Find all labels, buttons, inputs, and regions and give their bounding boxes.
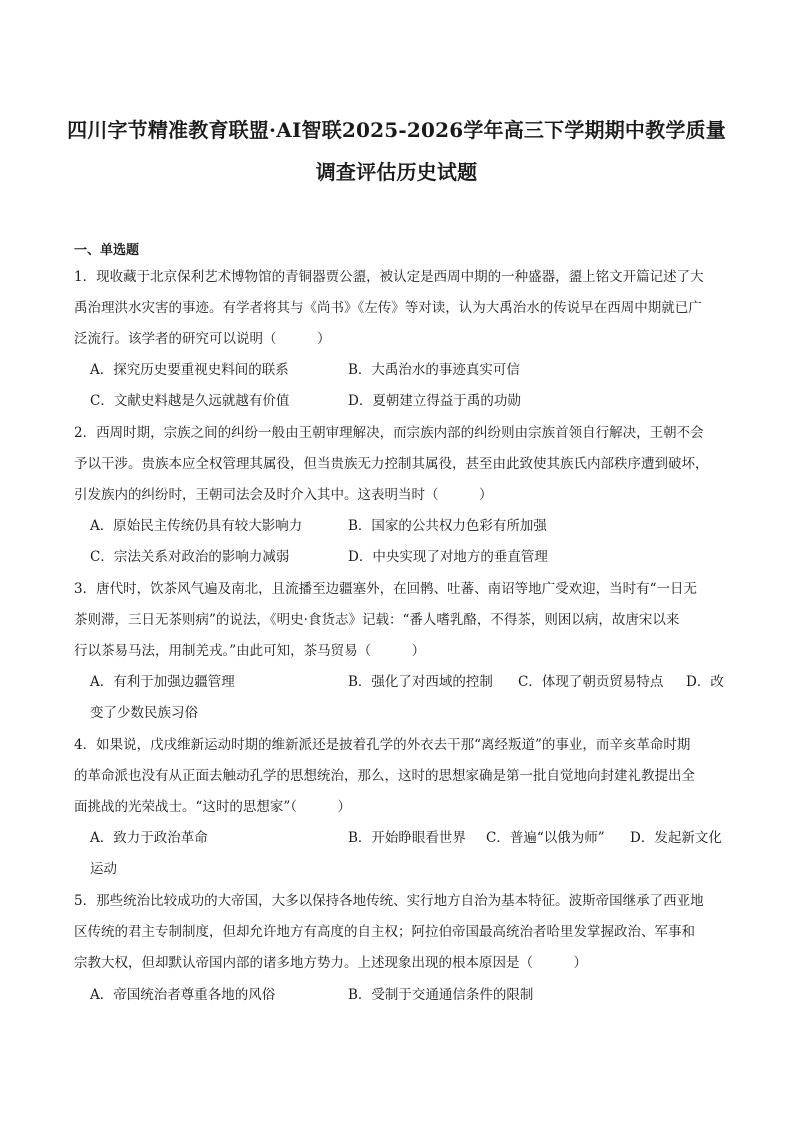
q4-option-c: C．普遍“以俄为师” [486,830,605,846]
q1-option-a: A．探究历史要重视史料间的联系 [90,362,289,378]
q1-option-d: D．夏朝建立得益于禹的功勋 [348,393,521,409]
q2-option-b: B．国家的公共权力色彩有所加强 [348,518,547,534]
q1-stem-line: 禹治理洪水灾害的事迹。有学者将其与《尚书》《左传》等对读，认为大禹治水的传说早在西周中期就已广 [74,300,702,316]
q4-stem-line: 4．如果说，戊戌维新运动时期的维新派还是披着孔学的外衣去干那“离经叛道”的事业，而辛亥革命时期 [74,737,691,753]
q4-stem-line: 面挑战的光荣战士。“这时的思想家”（ ） [74,799,352,815]
q5-option-b: B．受制于交通通信条件的限制 [348,987,534,1003]
q1-stem-line: 1．现收藏于北京保利艺术博物馆的青铜器贾公盨，被认定是西周中期的一种盛器，盨上铭文开篇记述了大 [74,269,704,285]
q3-option-a: A．有利于加强边疆管理 [90,674,235,690]
exam-title-line2: 调查评估历史试题 [315,160,478,184]
q3-option-b: B．强化了对西域的控制 [348,674,493,690]
q3-option-d-continued: 变了少数民族习俗 [90,705,198,721]
q2-stem-line: 予以干涉。贵族本应全权管理其属役，但当贵族无力控制其属役，甚至由此致使其族氏内部秩序遭到破坏， [74,456,709,472]
q4-option-d: D．发起新文化 [630,830,722,846]
q1-option-c: C．文献史料越是久远就越有价值 [90,393,290,409]
q2-option-d: D．中央实现了对地方的垂直管理 [348,549,548,565]
q4-stem-line: 的革命派也没有从正面去触动孔学的思想统治，那么，这时的思想家确是第一批自觉地向封建礼教提出全 [74,768,695,784]
q2-stem-line: 引发族内的纠纷时，王朝司法会及时介入其中。这表明当时（ ） [74,487,493,503]
q3-stem-line: 行以茶易马法，用制羌戎。”由此可知，茶马贸易（ ） [74,643,426,659]
q5-stem-line: 宗教大权，但却默认帝国内部的诸多地方势力。上述现象出现的根本原因是（ ） [74,955,587,971]
q2-stem-line: 2．西周时期，宗族之间的纠纷一般由王朝审理解决，而宗族内部的纠纷则由宗族首领自行解决，王朝不会 [74,425,704,441]
q3-stem-line: 茶则滞，三日无茶则病”的说法，《明史·食货志》记载：“番人嗜乳酪，不得茶，则困以病，故唐宋以来 [74,612,680,628]
q1-option-b: B．大禹治水的事迹真实可信 [348,362,520,378]
q4-option-b: B．开始睁眼看世界 [348,830,466,846]
q5-stem-line: 5．那些统治比较成功的大帝国，大多以保持各地传统、实行地方自治为基本特征。波斯帝国继承了西亚地 [74,893,704,909]
q2-option-a: A．原始民主传统仍具有较大影响力 [90,518,303,534]
q3-option-c: C．体现了朝贡贸易特点 [518,674,664,690]
section-heading: 一、单选题 [74,243,140,258]
q5-option-a: A．帝国统治者尊重各地的风俗 [90,987,276,1003]
exam-title-line1: 四川字节精准教育联盟·AI智联2025-2026学年高三下学期期中教学质量 [67,118,726,142]
q3-option-d: D．改 [686,674,724,690]
q3-stem-line: 3．唐代时，饮茶风气遍及南北，且流播至边疆塞外，在回鹘、吐蕃、南诏等地广受欢迎，当时有“一日无 [74,581,697,597]
q4-option-a: A．致力于政治革命 [90,830,208,846]
q2-option-c: C．宗法关系对政治的影响力减弱 [90,549,290,565]
q5-stem-line: 区传统的君主专制制度，但却允许地方有高度的自主权；阿拉伯帝国最高统治者哈里发掌握政治、军事和 [74,924,695,940]
q4-option-d-continued: 运动 [90,861,117,877]
q1-stem-line: 泛流行。该学者的研究可以说明（ ） [74,331,331,347]
